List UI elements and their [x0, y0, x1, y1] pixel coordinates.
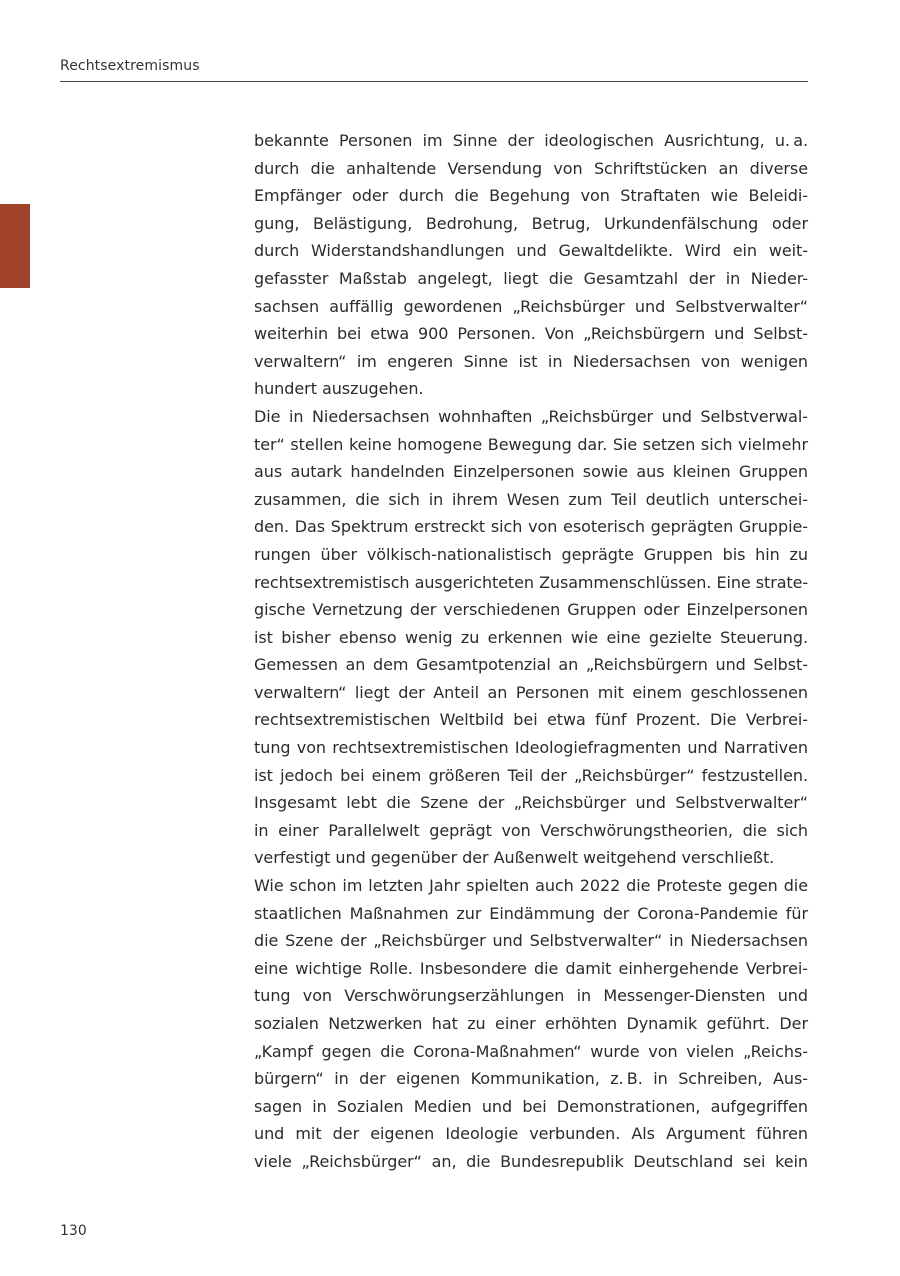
text-line: verwaltern“ im engeren Sinne ist in Niedersachsen von wenigen	[254, 351, 808, 371]
text-line: aus autark handelnden Einzelpersonen sowie aus kleinen Gruppen	[254, 462, 808, 482]
text-line: weiterhin bei etwa 900 Personen. Von „Reichsbürgern und Selbst-	[254, 324, 808, 344]
text-line: rechtsextremistisch ausgerichteten Zusammenschlüssen. Eine strate-	[254, 572, 808, 592]
text-line: „Kampf gegen die Corona-Maßnahmen“ wurde von vielen „Reichs-	[254, 1041, 808, 1061]
text-line: staatlichen Maßnahmen zur Eindämmung der Corona-Pandemie für	[254, 903, 808, 923]
text-line: sozialen Netzwerken hat zu einer erhöhten Dynamik geführt. Der	[254, 1014, 808, 1033]
text-line: tung von Verschwörungserzählungen in Messenger-Diensten und	[254, 986, 808, 1006]
header-divider	[60, 81, 808, 82]
text-line: zusammen, die sich in ihrem Wesen zum Teil deutlich unterschei-	[254, 489, 808, 509]
text-line: Wie schon im letzten Jahr spielten auch 2022 die Proteste gegen die	[254, 876, 808, 896]
text-line: gefasster Maßstab angelegt, liegt die Gesamtzahl der in Nieder-	[254, 268, 808, 288]
text-line: gung, Belästigung, Bedrohung, Betrug, Urkundenfälschung oder	[254, 213, 808, 233]
text-line: die Szene der „Reichsbürger und Selbstverwalter“ in Niedersachsen	[254, 931, 808, 951]
text-line: den. Das Spektrum erstreckt sich von esoterisch geprägten Gruppie-	[254, 517, 808, 537]
text-line: verfestigt und gegenüber der Außenwelt weitgehend verschließt.	[254, 848, 775, 868]
text-line: Gemessen an dem Gesamtpotenzial an „Reichsbürgern und Selbst-	[254, 655, 808, 675]
text-line: rungen über völkisch-nationalistisch geprägte Gruppen bis hin zu	[254, 544, 808, 564]
text-line: hundert auszugehen.	[254, 379, 424, 399]
text-line: und mit der eigenen Ideologie verbunden. Als Argument führen	[254, 1124, 808, 1144]
text-line: in einer Parallelwelt geprägt von Verschwörungstheorien, die sich	[254, 820, 808, 840]
text-line: Empfänger oder durch die Begehung von Straftaten wie Beleidi-	[254, 186, 808, 206]
body-text	[254, 127, 808, 1176]
text-line: rechtsextremistischen Weltbild bei etwa fünf Prozent. Die Verbrei-	[254, 710, 808, 730]
running-header-title: Rechtsextremismus	[60, 58, 200, 74]
text-line: sagen in Sozialen Medien und bei Demonstrationen, aufgegriffen	[254, 1096, 808, 1116]
text-line: Insgesamt lebt die Szene der „Reichsbürger und Selbstverwalter“	[254, 793, 808, 813]
text-line: verwaltern“ liegt der Anteil an Personen mit einem geschlossenen	[254, 682, 808, 702]
text-line: ist jedoch bei einem größeren Teil der „Reichsbürger“ festzustellen.	[254, 765, 808, 785]
paragraph	[254, 403, 808, 872]
text-line: ist bisher ebenso wenig zu erkennen wie eine gezielte Steuerung.	[254, 627, 808, 647]
text-line: ter“ stellen keine homogene Bewegung dar. Sie setzen sich vielmehr	[254, 434, 808, 454]
text-line: eine wichtige Rolle. Insbesondere die damit einhergehende Verbrei-	[254, 958, 808, 978]
paragraph	[254, 127, 808, 403]
text-line: viele „Reichsbürger“ an, die Bundesrepublik Deutschland sei kein	[254, 1151, 808, 1171]
text-line: Die in Niedersachsen wohnhaften „Reichsbürger und Selbstverwal-	[254, 406, 808, 426]
page-number: 130	[60, 1223, 87, 1239]
text-line: durch Widerstandshandlungen und Gewaltdelikte. Wird ein weit-	[254, 241, 808, 261]
text-line: durch die anhaltende Versendung von Schriftstücken an diverse	[254, 158, 808, 178]
section-color-tab	[0, 204, 30, 288]
text-line: bürgern“ in der eigenen Kommunikation, z. B. in Schreiben, Aus-	[254, 1069, 808, 1089]
text-line: bekannte Personen im Sinne der ideologischen Ausrichtung, u. a.	[254, 131, 808, 150]
text-line: tung von rechtsextremistischen Ideologiefragmenten und Narrativen	[254, 738, 808, 758]
paragraph	[254, 872, 808, 1176]
text-line: gische Vernetzung der verschiedenen Gruppen oder Einzelpersonen	[254, 600, 808, 620]
text-line: sachsen auffällig gewordenen „Reichsbürger und Selbstverwalter“	[254, 296, 808, 316]
